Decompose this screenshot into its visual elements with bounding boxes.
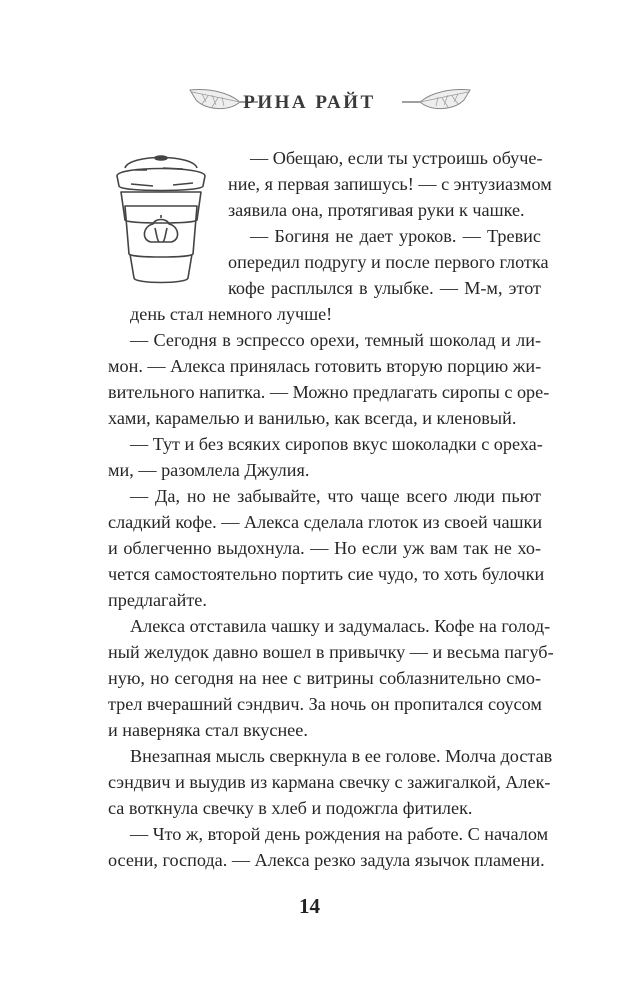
text-line: день стал немного лучше! — [130, 304, 333, 324]
text-line: хами, карамелью и ванилью, как всегда, и кленовый. — [108, 408, 517, 428]
text-line: ный желудок давно вошел в привычку — и весьма пагуб- — [108, 642, 554, 662]
text-line: трел вчерашний сэндвич. За ночь он пропитался соусом — [108, 694, 542, 714]
text-line: Алекса отставила чашку и задумалась. Кофе на голод- — [130, 616, 551, 636]
text-line: ми, — разомлела Джулия. — [108, 460, 310, 480]
text-line: ние, я первая запишусь! — с энтузиазмом — [228, 174, 552, 194]
text-line: — Тут и без всяких сиропов вкус шоколадки с ореха- — [130, 434, 543, 454]
text-line: — Богиня не дает уроков. — Тревис — [250, 226, 541, 246]
text-line: предлагайте. — [108, 590, 207, 610]
text-line: са воткнула свечку в хлеб и подожгла фитилек. — [108, 798, 473, 818]
text-line: — Да, но не забывайте, что чаще всего люди пьют — [130, 486, 541, 506]
coffee-cup-illustration-icon — [103, 146, 219, 288]
text-line: сладкий кофе. — Алекса сделала глоток из своей чашки — [108, 512, 543, 532]
text-line: сэндвич и выудив из кармана свечку с зажигалкой, Алек- — [108, 772, 551, 792]
text-line: чется самостоятельно портить сие чудо, то хоть булочки — [108, 564, 545, 584]
page-number: 14 — [299, 894, 320, 918]
text-line: ную, но сегодня на нее с витрины соблазнительно смо- — [108, 668, 541, 688]
text-line: вительного напитка. — Можно предлагать сиропы с оре- — [108, 382, 550, 402]
text-line: опередил подругу и после первого глотка — [228, 252, 549, 272]
text-line: заявила она, протягивая руки к чашке. — [228, 200, 525, 220]
text-line: осени, господа. — Алекса резко задула язычок пламени. — [108, 850, 545, 870]
text-line: и наверняка стал вкуснее. — [108, 720, 308, 740]
text-line: — Сегодня в эспрессо орехи, темный шоколад и ли- — [130, 330, 541, 350]
text-line: — Обещаю, если ты устроишь обуче- — [250, 148, 543, 168]
leaf-ornament-right-icon — [400, 86, 472, 116]
text-line: и облегченно выдохнула. — Но если уж вам так не хо- — [108, 538, 541, 558]
text-line: кофе расплылся в улыбке. — М-м, этот — [228, 278, 541, 298]
text-line: Внезапная мысль сверкнула в ее голове. Молча достав — [130, 746, 553, 766]
text-line: — Что ж, второй день рождения на работе. С началом — [130, 824, 549, 844]
text-line: мон. — Алекса принялась готовить вторую порцию жи- — [108, 356, 542, 376]
author-name: РИНА РАЙТ — [243, 92, 376, 113]
running-header — [0, 86, 619, 122]
